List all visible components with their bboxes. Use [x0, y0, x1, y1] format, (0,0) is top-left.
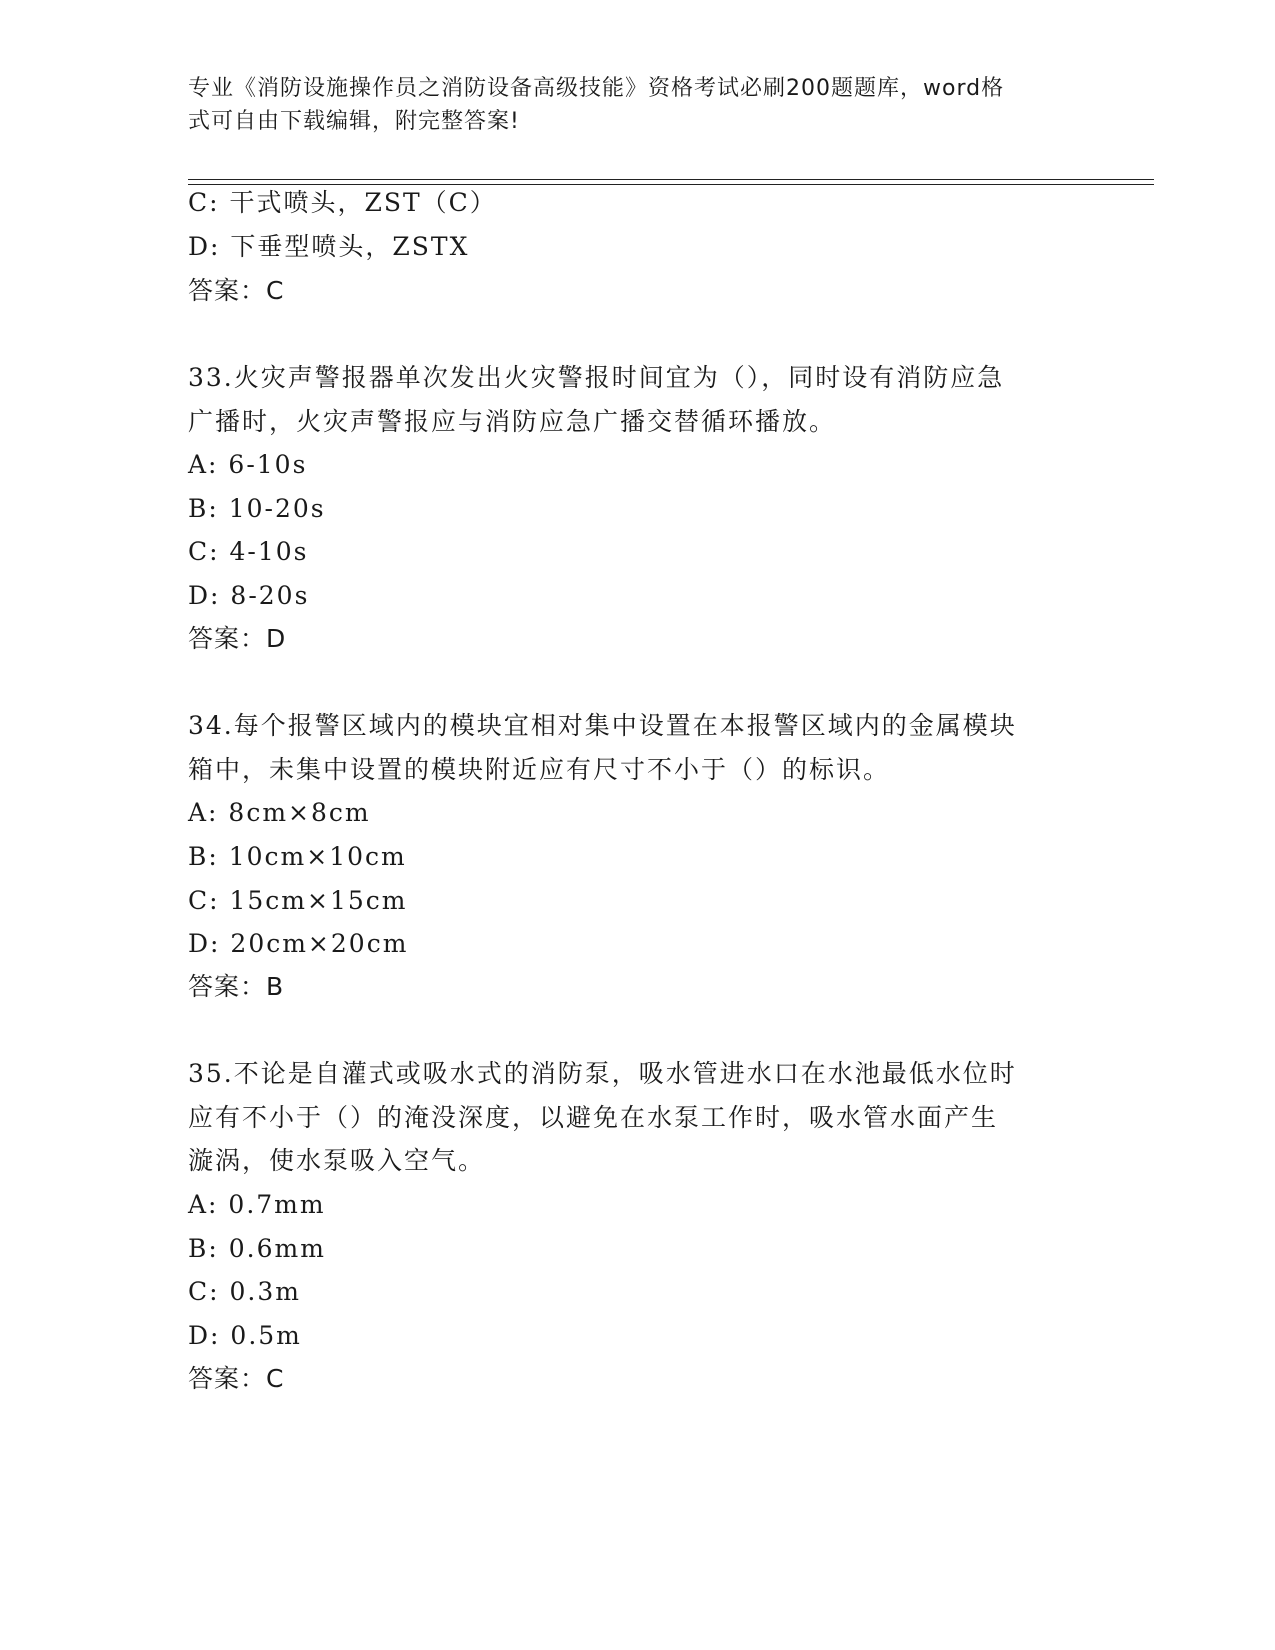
- q33-stem-line-2: 广播时，火灾声警报应与消防应急广播交替循环播放。: [188, 407, 837, 436]
- q35-option-b: B: 0.6mm: [188, 1234, 326, 1263]
- q33-option-a: A: 6-10s: [188, 450, 308, 479]
- prev-option-d: D: 下垂型喷头，ZSTX: [188, 232, 470, 261]
- q34-option-c: C: 15cm×15cm: [188, 886, 408, 915]
- header-divider-top: [188, 179, 1154, 180]
- q33-answer: 答案：D: [188, 624, 287, 653]
- header-divider-bottom: [188, 184, 1154, 185]
- prev-answer: 答案：C: [188, 276, 285, 305]
- q34-option-a: A: 8cm×8cm: [188, 798, 371, 827]
- q35-stem-line-1: 35.不论是自灌式或吸水式的消防泵，吸水管进水口在水池最低水位时: [188, 1059, 1017, 1088]
- header-line-2: 式可自由下载编辑，附完整答案!: [188, 109, 520, 134]
- q34-stem-line-1: 34.每个报警区域内的模块宜相对集中设置在本报警区域内的金属模块: [188, 711, 1017, 740]
- prev-option-c: C: 干式喷头，ZST（C）: [188, 188, 497, 217]
- q35-option-c: C: 0.3m: [188, 1277, 301, 1306]
- q35-option-d: D: 0.5m: [188, 1321, 302, 1350]
- document-header: [188, 72, 1088, 138]
- q35-option-a: A: 0.7mm: [188, 1190, 326, 1219]
- q34-option-b: B: 10cm×10cm: [188, 842, 407, 871]
- q34-option-d: D: 20cm×20cm: [188, 929, 409, 958]
- q34-answer: 答案：B: [188, 972, 285, 1001]
- q35-answer: 答案：C: [188, 1364, 285, 1393]
- q34-stem-line-2: 箱中，未集中设置的模块附近应有尺寸不小于（）的标识。: [188, 755, 891, 784]
- q33-option-b: B: 10-20s: [188, 494, 326, 523]
- header-line-1: 专业《消防设施操作员之消防设备高级技能》资格考试必刷200题题库，word格: [188, 76, 1005, 101]
- q33-stem-line-1: 33.火灾声警报器单次发出火灾警报时间宜为（），同时设有消防应急: [188, 363, 1005, 392]
- q33-option-c: C: 4-10s: [188, 537, 309, 566]
- q35-stem-line-2: 应有不小于（）的淹没深度，以避免在水泵工作时，吸水管水面产生: [188, 1103, 999, 1132]
- q35-stem-line-3: 漩涡，使水泵吸入空气。: [188, 1146, 486, 1175]
- q33-option-d: D: 8-20s: [188, 581, 310, 610]
